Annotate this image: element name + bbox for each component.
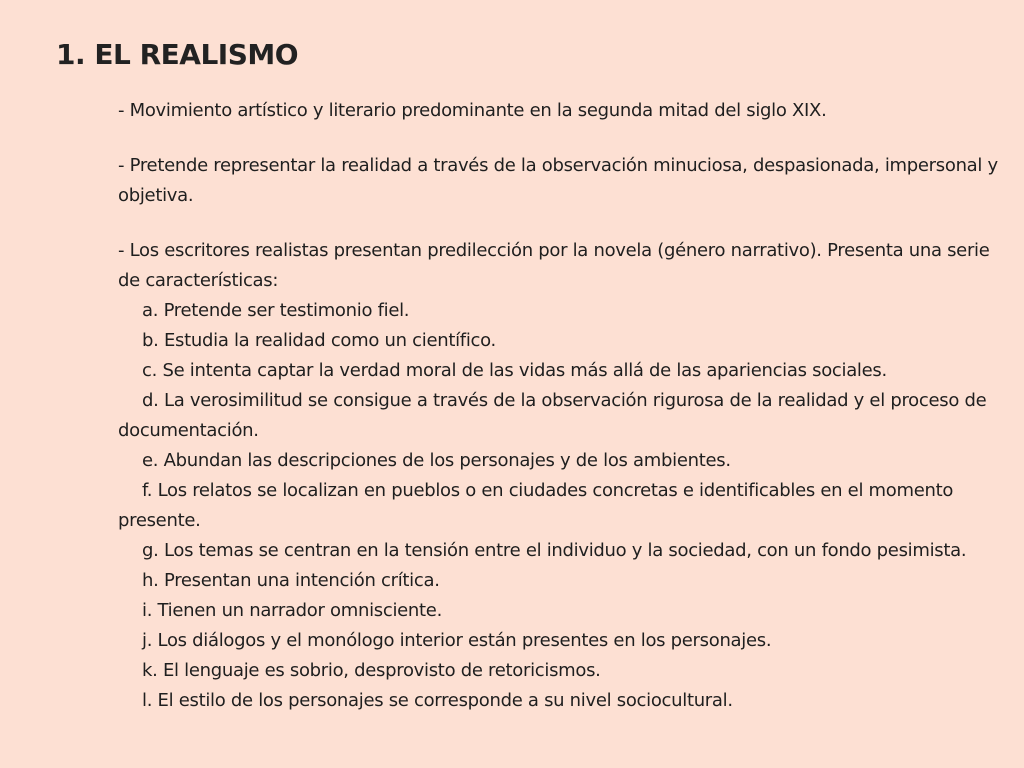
- slide-body: [118, 96, 1008, 716]
- characteristics-list: [118, 296, 1008, 716]
- characteristic-f: f. Los relatos se localizan en pueblos o en ciudades concretas e identificables en el momento presente.: [118, 480, 954, 531]
- characteristic-c: c. Se intenta captar la verdad moral de las vidas más allá de las apariencias sociales.: [142, 360, 887, 381]
- characteristic-e: e. Abundan las descripciones de los personajes y de los ambientes.: [142, 450, 731, 471]
- characteristic-d: d. La verosimilitud se consigue a través de la observación rigurosa de la realidad y el proceso de documentación.: [118, 390, 987, 441]
- paragraph-writers: [118, 236, 1008, 716]
- characteristic-b: b. Estudia la realidad como un científico.: [142, 330, 496, 351]
- characteristic-k: k. El lenguaje es sobrio, desprovisto de retoricismos.: [142, 660, 601, 681]
- slide-title: 1. EL REALISMO: [56, 38, 299, 71]
- characteristic-i: i. Tienen un narrador omnisciente.: [142, 600, 442, 621]
- paragraph-purpose: - Pretende representar la realidad a través de la observación minuciosa, despasionada, impersonal y objetiva.: [118, 155, 998, 206]
- characteristic-g: g. Los temas se centran en la tensión entre el individuo y la sociedad, con un fondo pesimista.: [142, 540, 967, 561]
- characteristic-a: a. Pretende ser testimonio fiel.: [142, 300, 410, 321]
- characteristic-l: l. El estilo de los personajes se corresponde a su nivel sociocultural.: [142, 690, 733, 711]
- paragraph-writers-intro: - Los escritores realistas presentan predilección por la novela (género narrativo). Presenta una serie de características:: [118, 240, 990, 291]
- characteristic-j: j. Los diálogos y el monólogo interior están presentes en los personajes.: [142, 630, 772, 651]
- paragraph-definition: - Movimiento artístico y literario predominante en la segunda mitad del siglo XIX.: [118, 100, 827, 121]
- characteristic-h: h. Presentan una intención crítica.: [142, 570, 440, 591]
